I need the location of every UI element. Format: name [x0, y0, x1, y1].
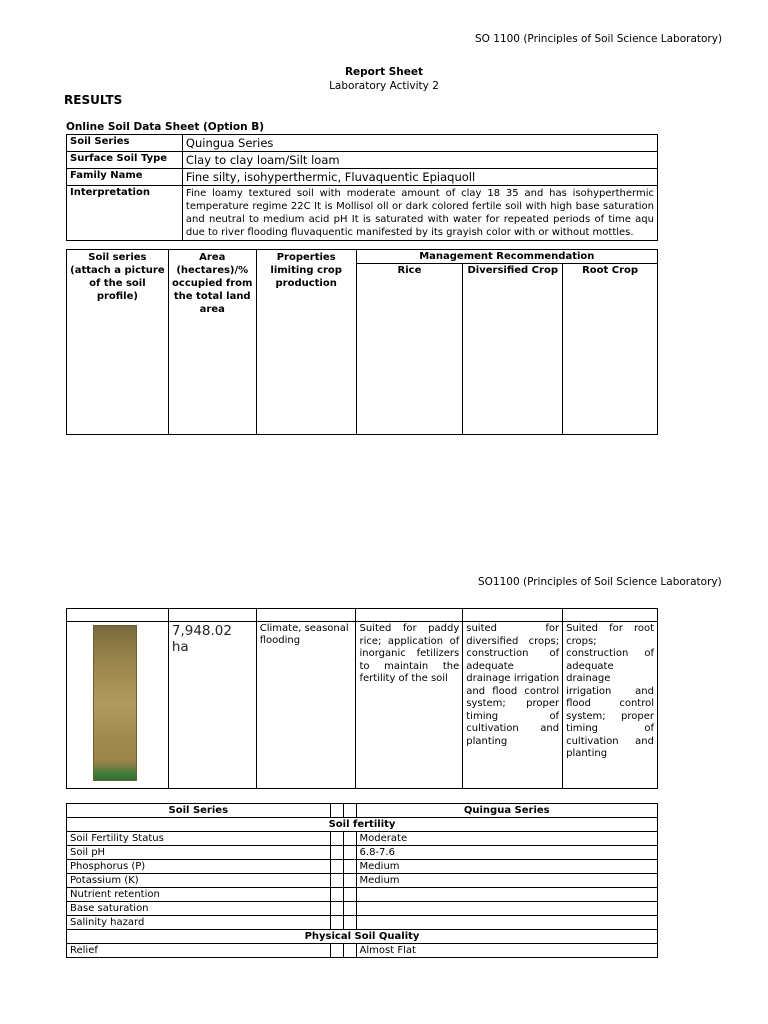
col-quingua: Quingua Series: [356, 804, 657, 818]
table-row: [67, 874, 658, 888]
properties-value: Climate, seasonal flooding: [256, 622, 356, 789]
table-row: [67, 846, 658, 860]
table-row: [67, 135, 658, 152]
report-subtitle: Laboratory Activity 2: [329, 80, 439, 92]
rice-value: Suited for paddy rice; application of inorganic fetilizers to maintain the fertility of the soil: [356, 622, 463, 789]
row-value: Medium: [356, 860, 657, 874]
row-label: Soil pH: [67, 846, 331, 860]
table-row: [67, 916, 658, 930]
col-properties: Properties limiting crop production: [256, 250, 356, 435]
row-value: [356, 888, 657, 902]
col-soil-series: Soil Series: [67, 804, 331, 818]
section-soil-fertility: Soil fertility: [67, 818, 658, 832]
col-area: Area (hectares)/% occupied from the total land area: [168, 250, 256, 435]
sheet-title: Online Soil Data Sheet (Option B): [66, 121, 265, 133]
row-label: Base saturation: [67, 902, 331, 916]
table-row: [67, 860, 658, 874]
row-value: Fine loamy textured soil with moderate amount of clay 18 35 and has isohyperthermic temperature regime 22C It is Mollisol oll or dark colored fertile soil with high base saturation and neutral to medium acid pH It is saturated with water for repeated periods of time aqu due to river flooding fluvaquentic manifested by its grayish color with or without mottles.: [182, 186, 657, 241]
row-value: Almost Flat: [356, 944, 657, 958]
table-row: [67, 186, 658, 241]
row-label: Salinity hazard: [67, 916, 331, 930]
course-header: SO 1100 (Principles of Soil Science Laboratory): [475, 33, 723, 45]
row-value: [356, 902, 657, 916]
row-value: Medium: [356, 874, 657, 888]
table-row: [67, 944, 658, 958]
table-row: [67, 152, 658, 169]
row-value: [356, 916, 657, 930]
soil-quality-table: [66, 803, 658, 958]
management-table: [66, 249, 658, 435]
report-title: Report Sheet: [344, 66, 424, 78]
results-heading: RESULTS: [64, 93, 123, 107]
soil-profile-cell: [67, 622, 169, 789]
area-value: 7,948.02 ha: [168, 622, 256, 789]
row-label: Nutrient retention: [67, 888, 331, 902]
table-row: [67, 902, 658, 916]
col-soil-series: Soil series (attach a picture of the soil profile): [67, 250, 169, 435]
row-label: Soil Fertility Status: [67, 832, 331, 846]
soil-profile-image: [93, 625, 137, 781]
row-value: Clay to clay loam/Silt loam: [182, 152, 657, 169]
row-label: Potassium (K): [67, 874, 331, 888]
row-value: 6.8-7.6: [356, 846, 657, 860]
col-management: Management Recommendation: [356, 250, 657, 264]
management-table-filled: [66, 608, 658, 789]
course-header-2: SO1100 (Principles of Soil Science Laboratory): [478, 576, 722, 588]
row-label: Phosphorus (P): [67, 860, 331, 874]
row-label: Surface Soil Type: [67, 152, 183, 169]
col-root: Root Crop: [563, 264, 658, 435]
root-value: Suited for root crops; construction of adequate drainage irrigation and flood control system; proper timing of cultivation and planting: [563, 622, 658, 789]
table-row: [67, 169, 658, 186]
row-label: Interpretation: [67, 186, 183, 241]
diversified-value: suited for diversified crops; construction of adequate drainage irrigation and flood control system; proper timing of cultivation and planting: [463, 622, 563, 789]
soil-data-table: [66, 134, 658, 241]
table-row: [67, 888, 658, 902]
row-value: Moderate: [356, 832, 657, 846]
row-value: Fine silty, isohyperthermic, Fluvaquentic Epiaquoll: [182, 169, 657, 186]
table-row: [67, 832, 658, 846]
row-label: Family Name: [67, 169, 183, 186]
section-physical-quality: Physical Soil Quality: [67, 930, 658, 944]
col-rice: Rice: [356, 264, 463, 435]
col-diversified: Diversified Crop: [463, 264, 563, 435]
row-label: Soil Series: [67, 135, 183, 152]
row-label: Relief: [67, 944, 331, 958]
row-value: Quingua Series: [182, 135, 657, 152]
